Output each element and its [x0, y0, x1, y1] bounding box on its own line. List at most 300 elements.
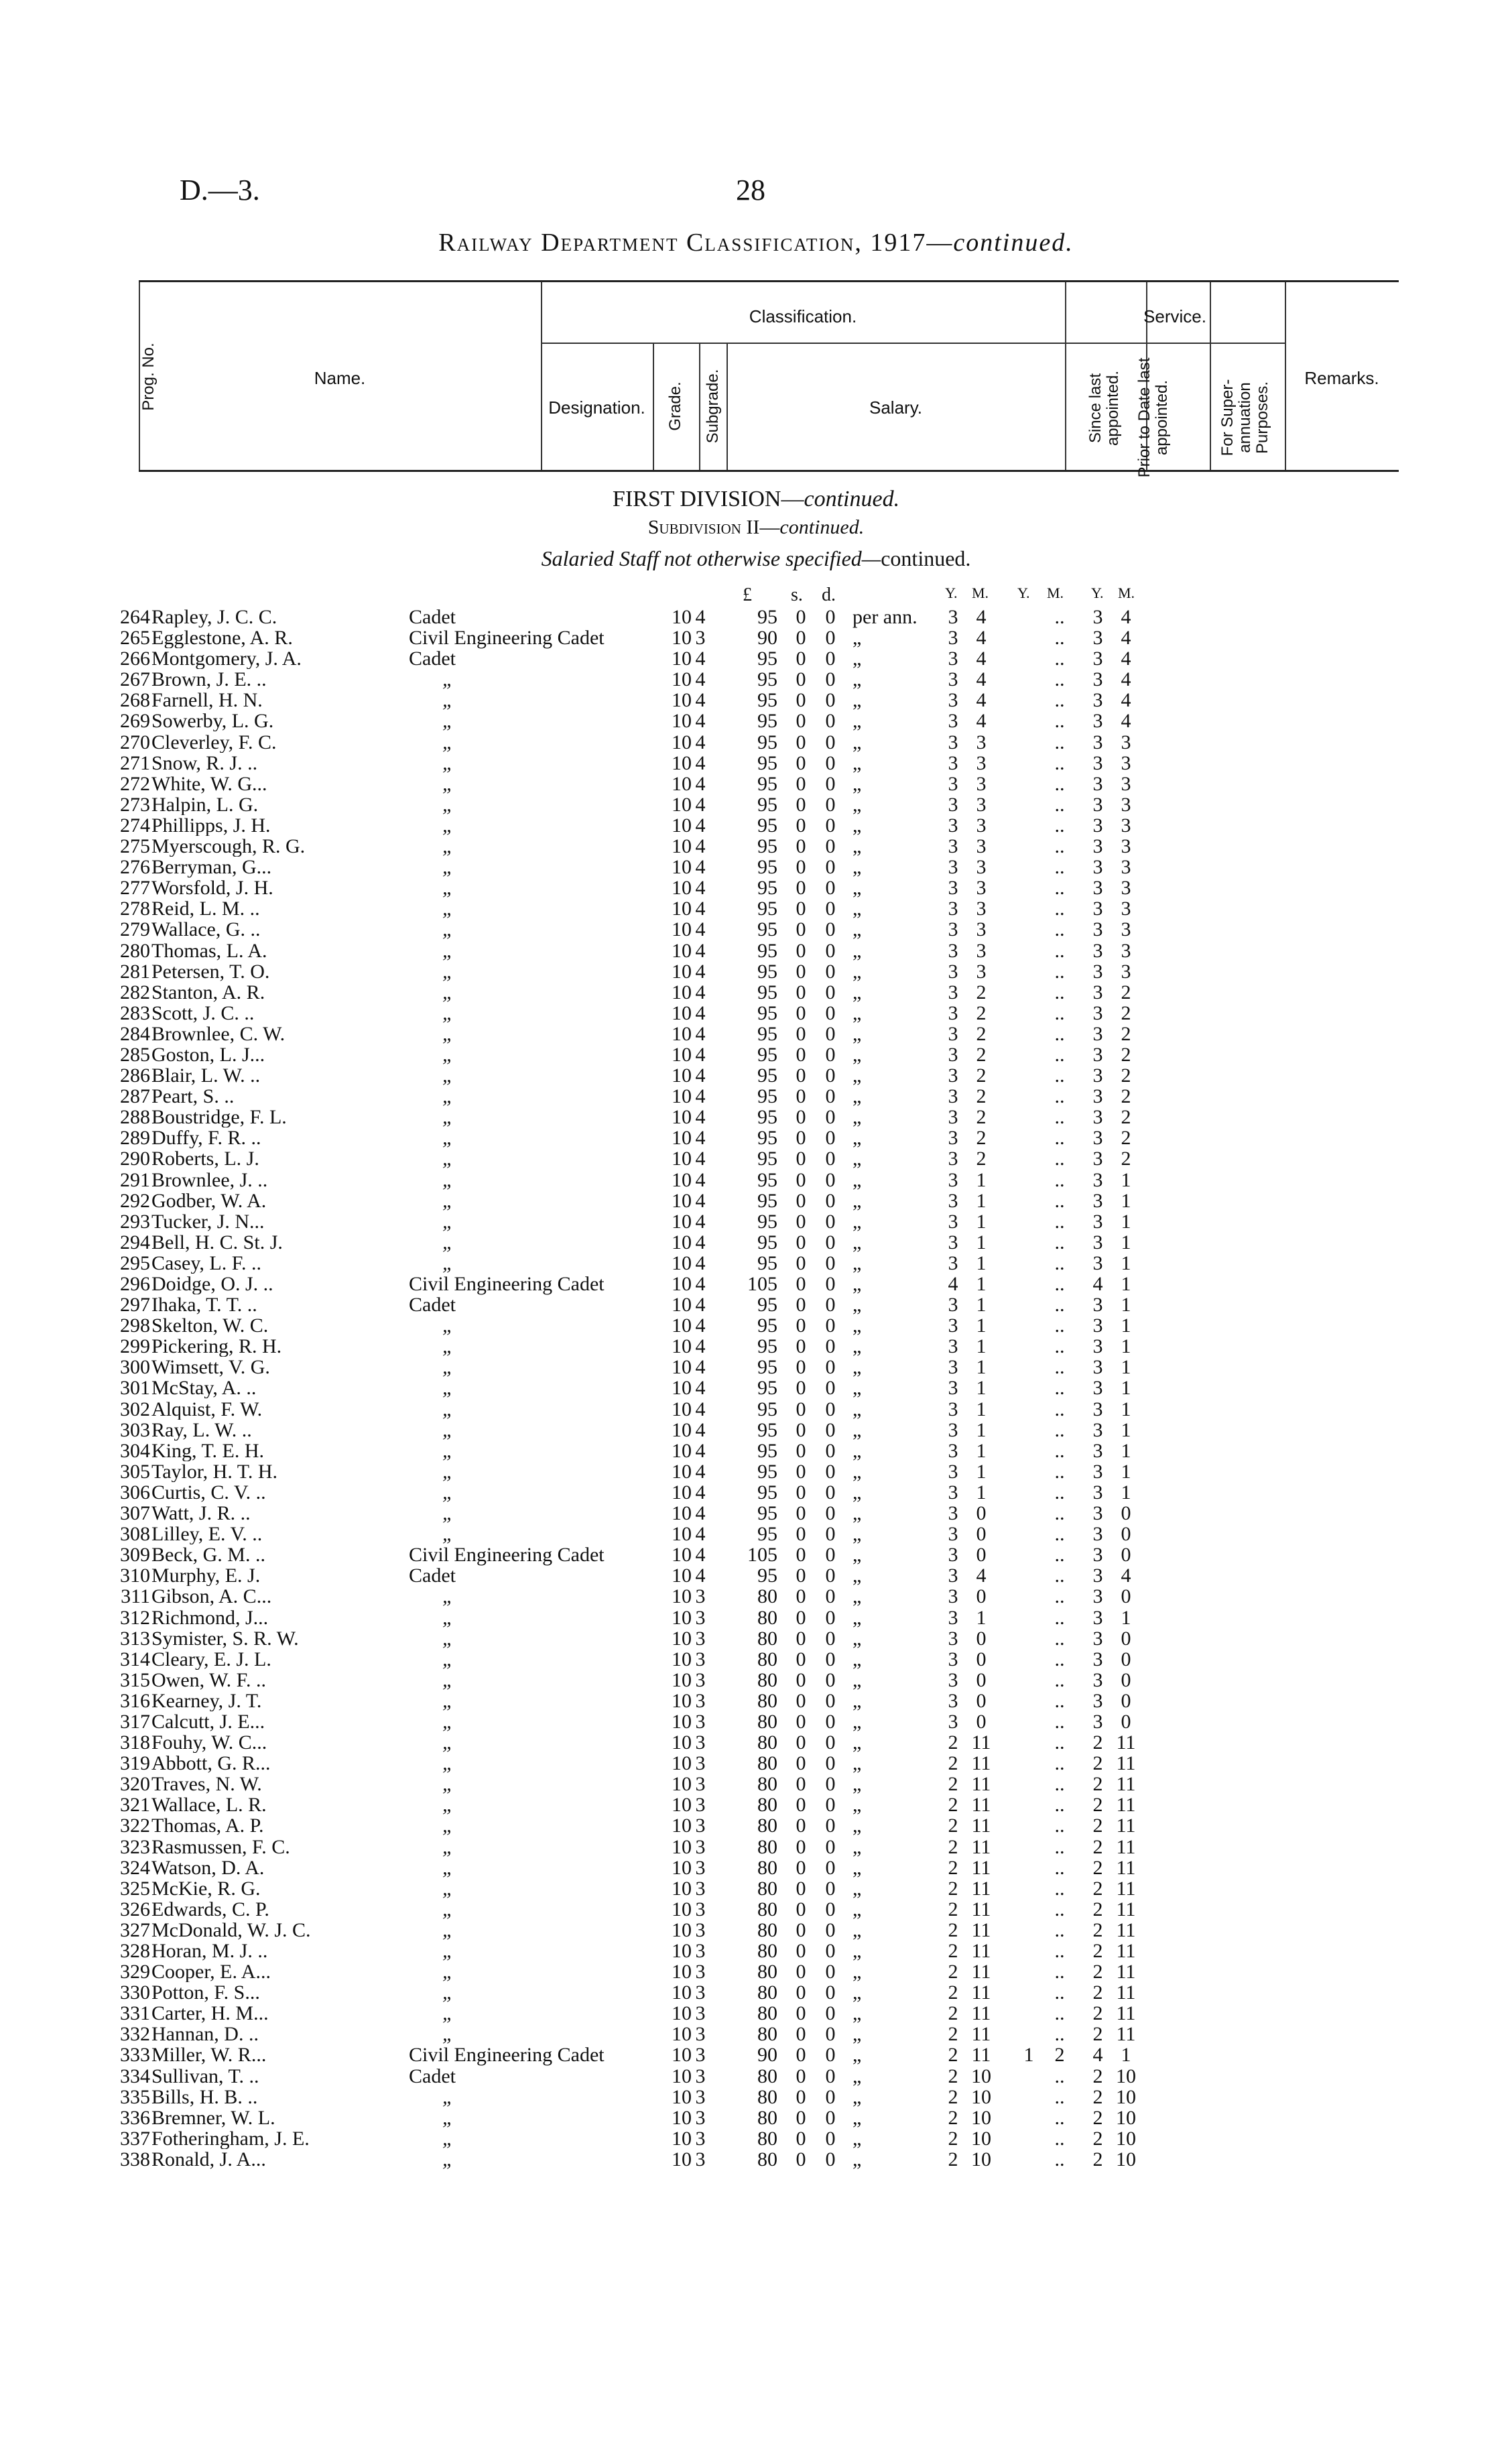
salary-pence: 0 [825, 1918, 836, 1941]
salary-period: „ [853, 1022, 862, 1045]
subgrade: 4 [695, 877, 706, 900]
super-months: 1 [1121, 1168, 1131, 1191]
super-months: 2 [1121, 1022, 1131, 1045]
subgrade: 4 [695, 1106, 706, 1129]
salary-period: „ [853, 1251, 862, 1274]
salary-period: „ [853, 1627, 862, 1650]
prog-no: 295 [120, 1251, 150, 1274]
prior-months: .. [1054, 1668, 1065, 1691]
salary-shillings: 0 [796, 981, 806, 1003]
table-row [0, 794, 1512, 815]
table-row [0, 627, 1512, 648]
super-years: 3 [1092, 1148, 1103, 1170]
since-months: 2 [976, 1022, 987, 1045]
prog-no: 298 [120, 1314, 150, 1337]
designation: „ [442, 1856, 454, 1879]
prior-months: .. [1054, 710, 1065, 733]
subgrade: 4 [695, 1043, 706, 1066]
grade: 10 [672, 960, 692, 983]
prog-no: 320 [120, 1773, 150, 1796]
salary-period: „ [853, 1773, 862, 1796]
super-years: 2 [1092, 1898, 1103, 1920]
prior-months: .. [1054, 1856, 1065, 1879]
since-months: 0 [976, 1502, 987, 1525]
grade: 10 [672, 1273, 692, 1295]
designation: „ [442, 918, 454, 941]
salary-period: „ [853, 1439, 862, 1462]
unit-shilling: s. [791, 585, 803, 605]
table-row [0, 1878, 1512, 1899]
salary-period: „ [853, 1565, 862, 1587]
super-months: 3 [1121, 898, 1131, 920]
designation: „ [442, 689, 454, 712]
salary-pounds: 80 [757, 1731, 777, 1754]
salary-shillings: 0 [796, 668, 806, 691]
salary-period: „ [853, 1335, 862, 1358]
super-years: 3 [1092, 1168, 1103, 1191]
salary-shillings: 0 [796, 1668, 806, 1691]
grade: 10 [672, 1148, 692, 1170]
name: Gibson, A. C... [151, 1586, 272, 1607]
salary-period: „ [853, 1148, 862, 1170]
prior-months: .. [1054, 1794, 1065, 1817]
super-months: 1 [1121, 1210, 1131, 1233]
table-row [0, 1941, 1512, 1961]
prior-months: .. [1054, 1565, 1065, 1587]
table-row [0, 1753, 1512, 1774]
salary-pounds: 80 [757, 1856, 777, 1879]
since-months: 1 [976, 1168, 987, 1191]
prog-no: 338 [120, 2148, 150, 2170]
unit-since-months: M. [972, 585, 989, 601]
salary-pounds: 95 [757, 1127, 777, 1150]
super-months: 1 [1121, 1606, 1131, 1629]
table-row [0, 1274, 1512, 1294]
since-years: 3 [948, 1565, 958, 1587]
prior-months: .. [1054, 668, 1065, 691]
salary-period: „ [853, 1585, 862, 1608]
prior-months: .. [1054, 1210, 1065, 1233]
super-months: 2 [1121, 1043, 1131, 1066]
salary-period: „ [853, 2044, 862, 2067]
table-row [0, 1628, 1512, 1649]
designation: Cadet [409, 606, 456, 628]
page-title [0, 228, 1512, 257]
since-months: 1 [976, 1356, 987, 1379]
salary-pence: 0 [825, 1523, 836, 1546]
subgrade: 3 [695, 1668, 706, 1691]
salary-pence: 0 [825, 856, 836, 879]
col-salary: Salary. [869, 397, 922, 418]
since-years: 3 [948, 648, 958, 670]
grade: 10 [672, 1668, 692, 1691]
super-years: 3 [1092, 1418, 1103, 1441]
prior-months: .. [1054, 1981, 1065, 2004]
prior-months: .. [1054, 1001, 1065, 1024]
subdivision-heading [0, 516, 1512, 539]
salary-pounds: 95 [757, 1481, 777, 1504]
salary-pounds: 95 [757, 668, 777, 691]
prog-no: 293 [120, 1210, 150, 1233]
salary-shillings: 0 [796, 1189, 806, 1212]
since-months: 3 [976, 877, 987, 900]
since-years: 2 [948, 1898, 958, 1920]
prior-months: .. [1054, 606, 1065, 628]
super-months: 2 [1121, 1127, 1131, 1150]
super-months: 1 [1121, 1314, 1131, 1337]
designation: „ [442, 731, 454, 753]
super-months: 1 [1121, 1356, 1131, 1379]
name: Tucker, J. N... [151, 1211, 265, 1232]
super-months: 1 [1121, 2044, 1131, 2067]
name: Rapley, J. C. C. [151, 607, 277, 627]
salary-period: „ [853, 751, 862, 774]
since-months: 11 [971, 1961, 991, 1983]
salary-pounds: 80 [757, 1710, 777, 1733]
prog-no: 313 [120, 1627, 150, 1650]
salary-period: „ [853, 1314, 862, 1337]
subgrade: 3 [695, 627, 706, 650]
unit-since-years: Y. [945, 585, 958, 601]
table-row [0, 2087, 1512, 2107]
grade: 10 [672, 1189, 692, 1212]
since-months: 3 [976, 939, 987, 962]
salary-period: „ [853, 1231, 862, 1253]
salary-period: „ [853, 1710, 862, 1733]
prog-no: 299 [120, 1335, 150, 1358]
salary-shillings: 0 [796, 606, 806, 628]
salary-shillings: 0 [796, 918, 806, 941]
super-years: 3 [1092, 772, 1103, 795]
designation: „ [442, 856, 454, 879]
salary-period: „ [853, 1856, 862, 1879]
salary-period: „ [853, 1398, 862, 1420]
prog-no: 290 [120, 1148, 150, 1170]
salary-pence: 0 [825, 1064, 836, 1087]
table-row [0, 1961, 1512, 1982]
since-months: 11 [971, 2002, 991, 2025]
salary-pounds: 95 [757, 751, 777, 774]
name: Bremner, W. L. [151, 2107, 275, 2128]
table-row [0, 2003, 1512, 2024]
designation: „ [442, 1668, 454, 1691]
salary-pence: 0 [825, 1127, 836, 1150]
since-years: 3 [948, 1606, 958, 1629]
prior-months: .. [1054, 627, 1065, 650]
prog-no: 267 [120, 668, 150, 691]
name: Worsfold, J. H. [151, 877, 273, 899]
salary-pounds: 95 [757, 1377, 777, 1400]
prior-months: .. [1054, 1043, 1065, 1066]
table-row [0, 1524, 1512, 1544]
table-row [0, 1294, 1512, 1315]
since-months: 0 [976, 1668, 987, 1691]
salary-pence: 0 [825, 1314, 836, 1337]
name: Lilley, E. V. .. [151, 1524, 263, 1545]
prog-no: 332 [120, 2023, 150, 2046]
prior-months: .. [1054, 1273, 1065, 1295]
super-months: 1 [1121, 1231, 1131, 1253]
table-row [0, 1837, 1512, 1857]
salary-pounds: 95 [757, 606, 777, 628]
salary-period: „ [853, 981, 862, 1003]
name: Duffy, F. R. .. [151, 1127, 261, 1149]
super-years: 3 [1092, 1210, 1103, 1233]
subgrade: 4 [695, 710, 706, 733]
super-months: 11 [1116, 1835, 1136, 1858]
since-years: 2 [948, 1940, 958, 1962]
super-years: 3 [1092, 1710, 1103, 1733]
prog-no: 283 [120, 1001, 150, 1024]
name: Skelton, W. C. [151, 1315, 269, 1337]
since-years: 3 [948, 1481, 958, 1504]
designation: Civil Engineering Cadet [409, 627, 605, 650]
prior-months: .. [1054, 1064, 1065, 1087]
super-years: 3 [1092, 1001, 1103, 1024]
prior-months: .. [1054, 1481, 1065, 1504]
salary-pounds: 80 [757, 1794, 777, 1817]
name: Ray, L. W. .. [151, 1419, 252, 1440]
name: Cleverley, F. C. [151, 731, 277, 753]
salary-period: „ [853, 1189, 862, 1212]
grade: 10 [672, 689, 692, 712]
since-years: 2 [948, 1815, 958, 1837]
grade: 10 [672, 751, 692, 774]
super-years: 3 [1092, 627, 1103, 650]
salary-pence: 0 [825, 1377, 836, 1400]
salary-pence: 0 [825, 1043, 836, 1066]
salary-period: per ann. [853, 606, 918, 628]
subgrade: 4 [695, 1168, 706, 1191]
salary-shillings: 0 [796, 1439, 806, 1462]
since-years: 2 [948, 2085, 958, 2108]
salary-shillings: 0 [796, 1918, 806, 1941]
since-months: 4 [976, 668, 987, 691]
subgrade: 4 [695, 1398, 706, 1420]
salary-pence: 0 [825, 1398, 836, 1420]
since-years: 3 [948, 731, 958, 753]
salary-period: „ [853, 1815, 862, 1837]
salary-shillings: 0 [796, 1752, 806, 1775]
salary-pence: 0 [825, 1689, 836, 1712]
subgrade: 4 [695, 1544, 706, 1567]
since-months: 1 [976, 1335, 987, 1358]
super-years: 2 [1092, 2085, 1103, 2108]
salary-shillings: 0 [796, 2002, 806, 2025]
grade: 10 [672, 731, 692, 753]
name: Thomas, L. A. [151, 940, 267, 961]
salary-shillings: 0 [796, 1148, 806, 1170]
subgrade: 4 [695, 1335, 706, 1358]
since-years: 2 [948, 2023, 958, 2046]
prior-months: .. [1054, 1752, 1065, 1775]
super-years: 3 [1092, 1398, 1103, 1420]
since-years: 3 [948, 1127, 958, 1150]
since-years: 2 [948, 1731, 958, 1754]
prior-months: .. [1054, 814, 1065, 837]
table-row [0, 711, 1512, 731]
salary-pence: 0 [825, 1710, 836, 1733]
subgrade: 3 [695, 2002, 706, 2025]
super-months: 2 [1121, 1064, 1131, 1087]
prior-months: .. [1054, 877, 1065, 900]
since-years: 3 [948, 1544, 958, 1567]
designation: „ [442, 1981, 454, 2004]
salary-period: „ [853, 1877, 862, 1900]
since-months: 11 [971, 1773, 991, 1796]
salary-pence: 0 [825, 1189, 836, 1212]
designation: „ [442, 1502, 454, 1525]
super-months: 3 [1121, 877, 1131, 900]
name: Scott, J. C. .. [151, 1002, 255, 1024]
prior-months: .. [1054, 1314, 1065, 1337]
prog-no: 306 [120, 1481, 150, 1504]
salary-shillings: 0 [796, 1794, 806, 1817]
prog-no: 330 [120, 1981, 150, 2004]
super-years: 3 [1092, 793, 1103, 816]
subgrade: 4 [695, 1502, 706, 1525]
designation: „ [442, 1085, 454, 1108]
grade: 10 [672, 1085, 692, 1108]
name: Bills, H. B. .. [151, 2086, 258, 2107]
name: Doidge, O. J. .. [151, 1274, 273, 1294]
prog-no: 277 [120, 877, 150, 900]
prior-months: .. [1054, 1022, 1065, 1045]
subgrade: 4 [695, 668, 706, 691]
salary-shillings: 0 [796, 1606, 806, 1629]
prog-no: 308 [120, 1523, 150, 1546]
super-months: 3 [1121, 751, 1131, 774]
since-years: 3 [948, 1648, 958, 1670]
salary-period: „ [853, 1544, 862, 1567]
super-years: 3 [1092, 668, 1103, 691]
col-remarks: Remarks. [1304, 368, 1379, 388]
subgrade: 4 [695, 1460, 706, 1483]
subgrade: 4 [695, 898, 706, 920]
prior-months: .. [1054, 1961, 1065, 1983]
since-years: 3 [948, 1710, 958, 1733]
salary-pounds: 80 [757, 1585, 777, 1608]
salary-pounds: 80 [757, 2002, 777, 2025]
designation: Cadet [409, 1565, 456, 1587]
prog-no: 304 [120, 1439, 150, 1462]
super-months: 11 [1116, 2002, 1136, 2025]
salary-pounds: 80 [757, 1773, 777, 1796]
name: Reid, L. M. .. [151, 898, 260, 920]
since-years: 3 [948, 1335, 958, 1358]
super-years: 2 [1092, 2023, 1103, 2046]
table-row [0, 1420, 1512, 1440]
since-years: 2 [948, 1752, 958, 1775]
table-row [0, 1503, 1512, 1524]
super-years: 3 [1092, 1544, 1103, 1567]
salary-period: „ [853, 1898, 862, 1920]
salary-shillings: 0 [796, 1565, 806, 1587]
table-row [0, 2107, 1512, 2128]
grade: 10 [672, 1773, 692, 1796]
designation: „ [442, 1001, 454, 1024]
designation: „ [442, 2002, 454, 2025]
salary-shillings: 0 [796, 1523, 806, 1546]
salary-period: „ [853, 2002, 862, 2025]
table-row [0, 961, 1512, 982]
prior-months: .. [1054, 1439, 1065, 1462]
since-years: 3 [948, 1439, 958, 1462]
salary-pounds: 95 [757, 1502, 777, 1525]
super-months: 4 [1121, 627, 1131, 650]
salary-pence: 0 [825, 668, 836, 691]
since-months: 1 [976, 1398, 987, 1420]
prog-no: 270 [120, 731, 150, 753]
prog-no: 274 [120, 814, 150, 837]
grade: 10 [672, 1961, 692, 1983]
since-months: 2 [976, 1064, 987, 1087]
super-years: 3 [1092, 856, 1103, 879]
designation: Civil Engineering Cadet [409, 2044, 605, 2067]
super-years: 2 [1092, 2148, 1103, 2170]
since-years: 2 [948, 2148, 958, 2170]
grade: 10 [672, 1481, 692, 1504]
prog-no: 312 [120, 1606, 150, 1629]
prior-months: .. [1054, 1127, 1065, 1150]
table-row [0, 1086, 1512, 1107]
super-months: 11 [1116, 1918, 1136, 1941]
subdivision-continued: continued. [779, 516, 865, 538]
salary-pence: 0 [825, 1668, 836, 1691]
prior-months: .. [1054, 2023, 1065, 2046]
subgrade: 3 [695, 1773, 706, 1796]
salary-shillings: 0 [796, 1022, 806, 1045]
grade: 10 [672, 1210, 692, 1233]
since-years: 3 [948, 1585, 958, 1608]
super-years: 3 [1092, 1189, 1103, 1212]
table-row [0, 1148, 1512, 1169]
salary-pounds: 95 [757, 1565, 777, 1587]
prior-years: 1 [1023, 2044, 1034, 2067]
designation: „ [442, 1398, 454, 1420]
name: Kearney, J. T. [151, 1690, 262, 1711]
grade: 10 [672, 981, 692, 1003]
since-months: 3 [976, 731, 987, 753]
salary-shillings: 0 [796, 1502, 806, 1525]
subgrade: 3 [695, 2127, 706, 2150]
salary-pounds: 95 [757, 1460, 777, 1483]
prog-no: 291 [120, 1168, 150, 1191]
since-months: 11 [971, 1898, 991, 1920]
prior-months: .. [1054, 1523, 1065, 1546]
salary-pounds: 95 [757, 1085, 777, 1108]
grade: 10 [672, 1377, 692, 1400]
salary-shillings: 0 [796, 1398, 806, 1420]
since-months: 2 [976, 1001, 987, 1024]
salary-pounds: 95 [757, 877, 777, 900]
salary-pence: 0 [825, 2023, 836, 2046]
prior-months: .. [1054, 1106, 1065, 1129]
prior-months: 2 [1054, 2044, 1065, 2067]
super-years: 3 [1092, 1377, 1103, 1400]
salary-period: „ [853, 1127, 862, 1150]
super-years: 3 [1092, 877, 1103, 900]
super-months: 2 [1121, 1106, 1131, 1129]
salary-shillings: 0 [796, 1544, 806, 1567]
salary-period: „ [853, 772, 862, 795]
name: White, W. G... [151, 773, 267, 794]
salary-shillings: 0 [796, 1064, 806, 1087]
table-row [0, 940, 1512, 961]
since-months: 10 [971, 2127, 991, 2150]
since-years: 3 [948, 1294, 958, 1316]
super-years: 3 [1092, 1231, 1103, 1253]
